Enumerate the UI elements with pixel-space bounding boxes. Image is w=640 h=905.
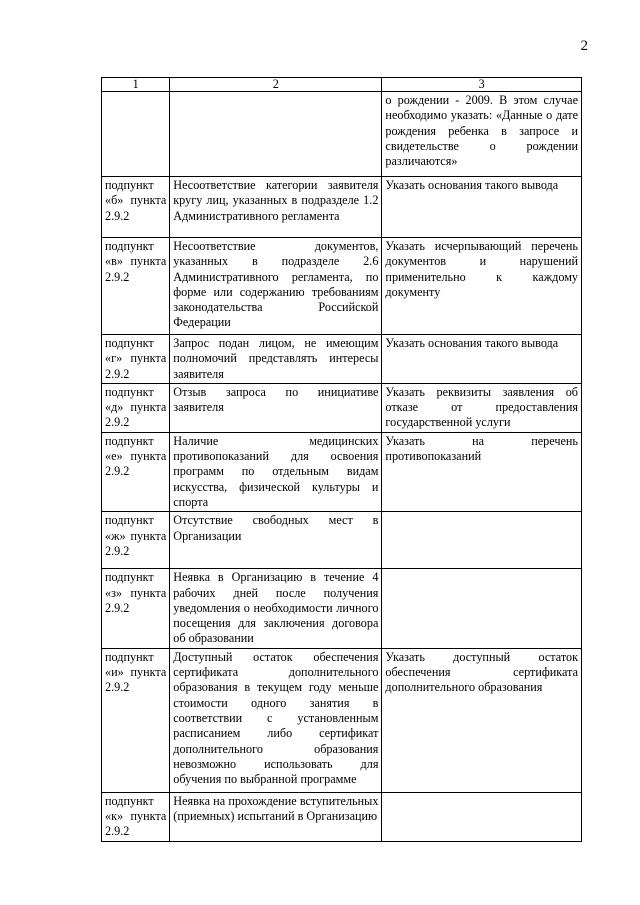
header-cell-3: 3: [382, 78, 582, 92]
table-cell-col3: Указать доступный остаток обеспечения сертификата дополнительного образования: [382, 648, 582, 792]
table-row: [102, 512, 582, 569]
table-row: [102, 238, 582, 335]
table-cell-col2: Неявка в Организацию в течение 4 рабочих дней после получения уведомления о необходимости личного посещения для заключения договора об образовании: [170, 569, 382, 648]
table-row: [102, 432, 582, 511]
table-cell-col1: подпункт «б» пункта 2.9.2: [102, 177, 170, 238]
table-cell-col2: [170, 92, 382, 177]
table-row: [102, 383, 582, 432]
table-cell-col2: Наличие медицинских противопоказаний для освоения программ по отдельным видам искусства, физической культуры и спорта: [170, 432, 382, 511]
header-cell-1: 1: [102, 78, 170, 92]
table-row: [102, 177, 582, 238]
table-cell-col1: подпункт «к» пункта 2.9.2: [102, 792, 170, 841]
table-cell-col2: Несоответствие категории заявителя кругу лиц, указанных в подразделе 1.2 Административного регламента: [170, 177, 382, 238]
table-cell-col3: Указать основания такого вывода: [382, 177, 582, 238]
table-cell-col1: подпункт «и» пункта 2.9.2: [102, 648, 170, 792]
table-cell-col1: подпункт «е» пункта 2.9.2: [102, 432, 170, 511]
table-cell-col2: Запрос подан лицом, не имеющим полномочий представлять интересы заявителя: [170, 335, 382, 384]
table-row: [102, 792, 582, 841]
table-row: [102, 569, 582, 648]
table-row: [102, 335, 582, 384]
table-cell-col3: Указать исчерпывающий перечень документов и нарушений применительно к каждому документу: [382, 238, 582, 335]
table-cell-col3: Указать основания такого вывода: [382, 335, 582, 384]
table-cell-col3: [382, 512, 582, 569]
table-cell-col1: подпункт «д» пункта 2.9.2: [102, 383, 170, 432]
header-cell-2: 2: [170, 78, 382, 92]
table-row: [102, 648, 582, 792]
table-cell-col1: подпункт «в» пункта 2.9.2: [102, 238, 170, 335]
table-cell-col3: [382, 569, 582, 648]
table-cell-col2: Неявка на прохождение вступительных (приемных) испытаний в Организацию: [170, 792, 382, 841]
table-cell-col2: Отсутствие свободных мест в Организации: [170, 512, 382, 569]
table-row: [102, 92, 582, 177]
table-cell-col1: подпункт «з» пункта 2.9.2: [102, 569, 170, 648]
table-body: [102, 78, 582, 842]
table-cell-col2: Доступный остаток обеспечения сертификата дополнительного образования в текущем году меньше стоимости одного занятия в соответствии с установленным расписанием либо сертификат дополнительного образования невозможно использовать для обучения по выбранной программе: [170, 648, 382, 792]
table-cell-col1: [102, 92, 170, 177]
table-cell-col1: подпункт «г» пункта 2.9.2: [102, 335, 170, 384]
page-number: 2: [580, 38, 588, 54]
table-cell-col2: Несоответствие документов, указанных в подразделе 2.6 Административного регламента, по форме или содержанию требованиям законодательства Российской Федерации: [170, 238, 382, 335]
table-cell-col2: Отзыв запроса по инициативе заявителя: [170, 383, 382, 432]
table-cell-col3: Указать реквизиты заявления об отказе от предоставления государственной услуги: [382, 383, 582, 432]
table-cell-col1: подпункт «ж» пункта 2.9.2: [102, 512, 170, 569]
table-cell-col3: [382, 792, 582, 841]
table-cell-col3: Указать на перечень противопоказаний: [382, 432, 582, 511]
document-table: [101, 77, 582, 842]
table-header-row: [102, 78, 582, 92]
table-cell-col3: о рождении - 2009. В этом случае необходимо указать: «Данные о дате рождения ребенка в запросе и свидетельстве о рождении различаются»: [382, 92, 582, 177]
